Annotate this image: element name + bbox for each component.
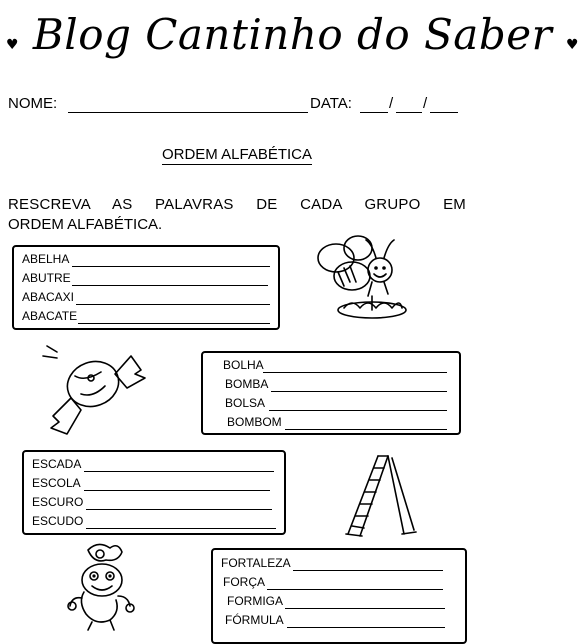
answer-line[interactable] (285, 429, 447, 430)
date-month-field[interactable] (396, 112, 422, 113)
date-separator: / (423, 95, 428, 112)
date-label: DATA: (310, 95, 352, 112)
word-item: ABACAXI (22, 290, 75, 304)
date-separator: / (389, 95, 394, 112)
word-item: ESCUDO (32, 514, 84, 528)
date-day-field[interactable] (360, 112, 388, 113)
name-label: NOME: (8, 95, 58, 112)
answer-line[interactable] (269, 410, 447, 411)
word-item: BOMBOM (227, 415, 282, 429)
word-item: FÓRMULA (225, 613, 284, 627)
answer-line[interactable] (267, 589, 443, 590)
word-item: ABELHA (22, 252, 70, 266)
blog-title (6, 10, 579, 59)
word-item: ABUTRE (22, 271, 71, 285)
word-item: FORTALEZA (221, 556, 291, 570)
answer-line[interactable] (271, 391, 447, 392)
word-group-box-a (12, 245, 280, 330)
word-item: ESCADA (32, 457, 82, 471)
answer-line[interactable] (86, 509, 272, 510)
name-field[interactable] (68, 112, 308, 113)
answer-line[interactable] (84, 490, 270, 491)
answer-line[interactable] (76, 304, 270, 305)
answer-line[interactable] (78, 323, 270, 324)
ladder-drawing (342, 452, 436, 538)
answer-line[interactable] (72, 285, 268, 286)
date-year-field[interactable] (430, 112, 458, 113)
word-item: FORMIGA (227, 594, 283, 608)
answer-line[interactable] (84, 471, 274, 472)
instruction-line-2: ORDEM ALFABÉTICA. (8, 216, 163, 233)
word-group-box-c (22, 450, 286, 535)
blog-title-text: Blog Cantinho do Saber (32, 10, 553, 59)
answer-line[interactable] (86, 528, 276, 529)
word-item: ESCURO (32, 495, 84, 509)
instruction-line-1: RESCREVA AS PALAVRAS DE CADA GRUPO EM (8, 196, 466, 213)
answer-line[interactable] (293, 570, 443, 571)
worksheet-heading: ORDEM ALFABÉTICA (161, 146, 313, 163)
word-item: FORÇA (223, 575, 265, 589)
candy-drawing (35, 340, 155, 440)
bee-drawing (310, 232, 420, 332)
answer-line[interactable] (285, 608, 445, 609)
word-item: BOLSA (225, 396, 266, 410)
answer-line[interactable] (263, 372, 447, 373)
heart-icon: ♥ (566, 37, 579, 53)
word-item: ESCOLA (32, 476, 81, 490)
word-group-box-d (211, 548, 467, 644)
word-group-box-b (201, 351, 461, 435)
heart-icon: ♥ (6, 37, 20, 53)
answer-line[interactable] (287, 627, 445, 628)
cartoon-character-drawing (62, 540, 142, 632)
word-item: BOLHA (223, 358, 264, 372)
answer-line[interactable] (72, 266, 270, 267)
word-item: BOMBA (225, 377, 269, 391)
word-item: ABACATE (22, 309, 78, 323)
